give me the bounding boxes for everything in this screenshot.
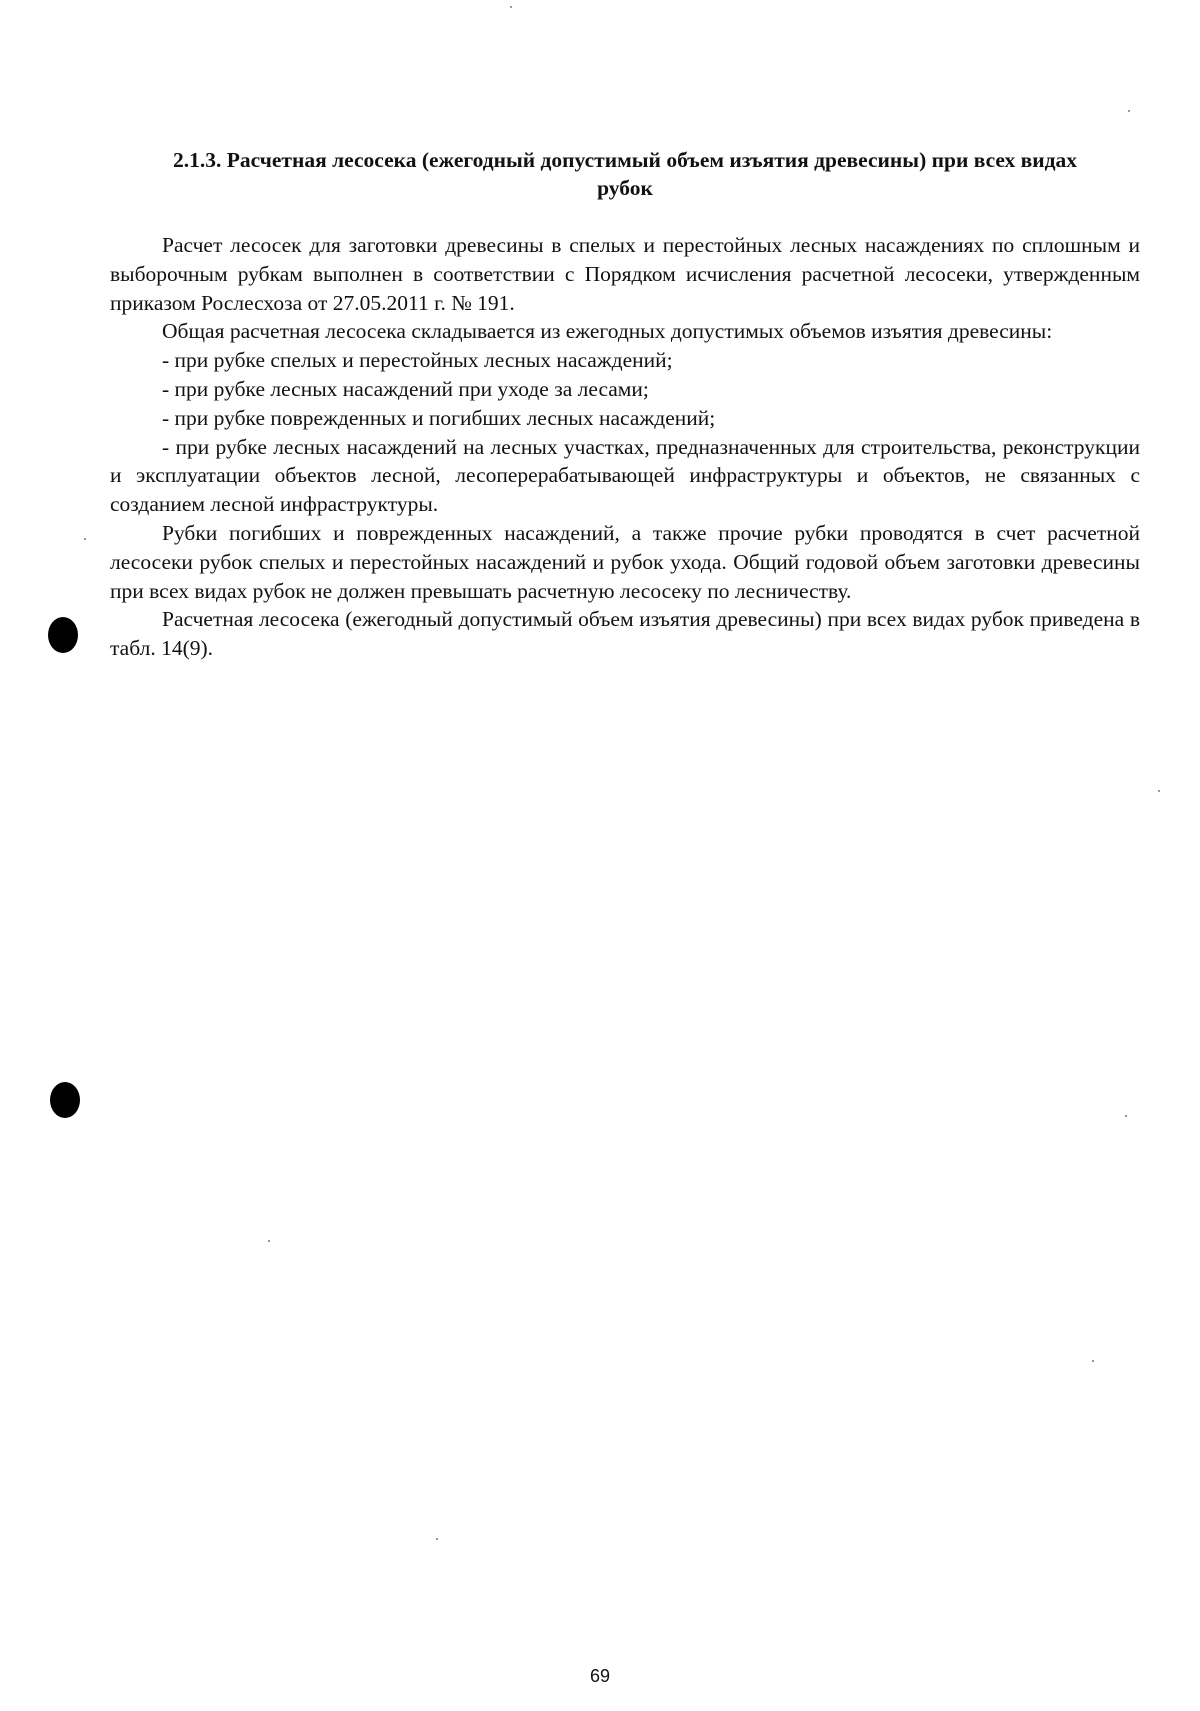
punch-hole-mark [48,617,78,653]
scan-speck [84,538,86,540]
scan-speck [1125,1115,1127,1117]
punch-hole-mark [50,1082,80,1118]
scan-speck [1128,110,1130,112]
scan-speck [436,1538,438,1540]
paragraph-other-cuttings: Рубки погибших и поврежденных насаждений, а также прочие рубки проводятся в счет расчетной лесосеки рубок спелых и перестойных насаждений и рубок ухода. Общий годовой объем заготовки древесины при всех видах рубок не должен превышать расчетную лесосеку по лесничеству. [110,520,1140,603]
scan-speck [1092,1360,1094,1362]
page-number: 69 [589,1666,611,1686]
scan-speck [268,1240,270,1242]
paragraph-total-allowable-cut: Общая расчетная лесосека складывается из ежегодных допустимых объемов изъятия древесины: [162,319,1053,344]
paragraph-table-reference: Расчетная лесосека (ежегодный допустимый объем изъятия древесины) при всех видах рубок приведена в табл. 14(9). [110,607,1140,661]
list-item-damaged-stands: - при рубке поврежденных и погибших лесных насаждений; [162,405,716,430]
list-item-construction-sites: - при рубке лесных насаждений на лесных участках, предназначенных для строительства, реконструкции и эксплуатации объектов лесной, лесоперерабатывающей инфраструктуры и объектов, не связанных с созданием лесной инфраструктуры. [110,434,1140,517]
scan-speck [510,6,512,8]
section-heading-line-2: рубок [597,176,653,200]
scan-speck [1158,790,1160,792]
document-body [110,231,1140,663]
list-item-mature-stands: - при рубке спелых и перестойных лесных насаждений; [162,348,673,373]
list-item-forest-care: - при рубке лесных насаждений при уходе за лесами; [162,376,649,401]
section-heading-line-1: 2.1.3. Расчетная лесосека (ежегодный допустимый объем изъятия древесины) при всех видах [173,148,1077,172]
paragraph-calculation-basis: Расчет лесосек для заготовки древесины в спелых и перестойных лесных насаждениях по сплошным и выборочным рубкам выполнен в соответствии с Порядком исчисления расчетной лесосеки, утвержденным приказом Рослесхоза от 27.05.2011 г. № 191. [110,233,1140,315]
section-heading [110,146,1140,202]
